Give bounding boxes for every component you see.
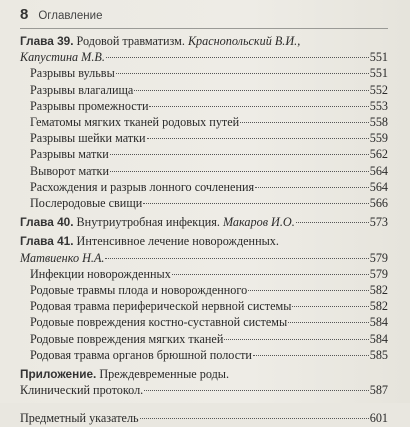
dot-leader <box>143 203 368 204</box>
dot-leader <box>116 73 369 74</box>
page-ref: 584 <box>369 331 388 346</box>
toc-entry <box>20 331 388 347</box>
entry-title: Предметный указатель <box>20 411 139 426</box>
chapter-39 <box>20 33 388 211</box>
appendix-heading-cont <box>20 382 388 398</box>
dot-leader <box>292 306 368 307</box>
chapter-title: Родовой травматизм. <box>76 34 185 48</box>
entry-title: Родовые повреждения мягких тканей <box>30 331 224 346</box>
entry-title: Разрывы влагалища <box>30 82 134 97</box>
dot-leader <box>110 171 369 172</box>
chapter-label: Глава 39. <box>20 34 74 48</box>
chapter-heading-cont <box>20 49 388 65</box>
entry-title: Разрывы промежности <box>30 98 149 113</box>
toc-entry <box>20 130 388 146</box>
page-ref: 551 <box>369 66 388 81</box>
toc-entry <box>20 298 388 314</box>
dot-leader <box>105 258 368 259</box>
chapter-41 <box>20 233 388 363</box>
dot-leader <box>106 57 369 58</box>
dot-leader <box>240 122 369 123</box>
page-ref: 559 <box>369 131 388 146</box>
appendix-label: Приложение. <box>20 367 97 382</box>
dot-leader <box>172 274 369 275</box>
entry-title: Выворот матки <box>30 163 109 178</box>
toc-entry <box>20 146 388 162</box>
dot-leader <box>253 355 369 356</box>
page-ref: 584 <box>369 315 388 330</box>
entry-title: Родовая травма периферической нервной системы <box>30 299 292 314</box>
toc-entry <box>20 266 388 282</box>
entry-title: Родовые повреждения костно-суставной системы <box>30 315 288 330</box>
entry-title: Послеродовые свищи <box>30 196 143 211</box>
dot-leader <box>248 290 369 291</box>
dot-leader <box>224 339 368 340</box>
dot-leader <box>140 418 369 419</box>
page-number: 8 <box>20 6 29 23</box>
toc-entry <box>20 82 388 98</box>
chapter-heading <box>20 33 388 49</box>
table-of-contents <box>20 33 388 427</box>
spacer <box>20 398 388 410</box>
dot-leader <box>134 90 368 91</box>
page-ref: 566 <box>369 196 388 211</box>
toc-entry <box>20 114 388 130</box>
chapter-heading-cont <box>20 250 388 266</box>
appendix-title: Преждевременные роды. <box>99 367 230 382</box>
dot-leader <box>149 106 368 107</box>
entry-title: Родовая травма органов брюшной полости <box>30 347 252 362</box>
chapter-title: Внутриутробная инфекция. <box>76 215 220 230</box>
running-head <box>20 6 388 29</box>
entry-title: Разрывы шейки матки <box>30 131 146 146</box>
page-ref: 564 <box>369 179 388 194</box>
chapter-label: Глава 40. <box>20 215 74 230</box>
chapter-label: Глава 41. <box>20 234 74 249</box>
toc-entry <box>20 282 388 298</box>
chapter-authors: Макаров И.О. <box>222 215 295 230</box>
appendix-title-cont: Клинический протокол. <box>20 383 144 398</box>
toc-entry <box>20 314 388 330</box>
chapter-authors: Краснопольский В.И., <box>187 34 301 48</box>
dot-leader <box>255 187 369 188</box>
appendix <box>20 366 388 398</box>
dot-leader <box>296 222 369 223</box>
entry-title: Гематомы мягких тканей родовых путей <box>30 115 240 130</box>
appendix-heading <box>20 366 388 382</box>
dot-leader <box>147 138 369 139</box>
entry-title: Инфекции новорожденных <box>30 266 171 281</box>
toc-entry <box>20 179 388 195</box>
toc-entry <box>20 347 388 363</box>
dot-leader <box>144 390 369 391</box>
toc-entry <box>20 163 388 179</box>
page-ref: 562 <box>369 147 388 162</box>
entry-title: Расхождения и разрыв лонного сочленения <box>30 179 255 194</box>
page-ref: 587 <box>369 383 388 398</box>
page-ref: 553 <box>369 98 388 113</box>
page-ref: 579 <box>369 266 388 281</box>
page-ref: 551 <box>369 50 388 65</box>
page-ref: 601 <box>369 411 388 426</box>
chapter-heading <box>20 214 388 230</box>
dot-leader <box>288 322 369 323</box>
entry-title: Разрывы вульвы <box>30 66 115 81</box>
toc-entry <box>20 195 388 211</box>
entry-title: Родовые травмы плода и новорожденного <box>30 283 248 298</box>
page-ref: 552 <box>369 82 388 97</box>
page-ref: 579 <box>369 250 388 265</box>
toc-entry <box>20 65 388 81</box>
chapter-authors: Капустина М.В. <box>20 50 105 65</box>
chapter-title: Интенсивное лечение новорожденных. <box>76 234 279 249</box>
page-ref: 573 <box>369 215 388 230</box>
subject-index-entry <box>20 410 388 426</box>
page-ref: 564 <box>369 163 388 178</box>
entry-title: Разрывы матки <box>30 147 109 162</box>
page-ref: 582 <box>369 283 388 298</box>
chapter-40 <box>20 214 388 230</box>
chapter-authors: Матвиенко Н.А. <box>20 250 105 265</box>
dot-leader <box>110 154 369 155</box>
page-ref: 582 <box>369 299 388 314</box>
section-title: Оглавление <box>38 10 103 22</box>
chapter-heading <box>20 233 388 249</box>
toc-entry <box>20 98 388 114</box>
page-ref: 585 <box>369 347 388 362</box>
page-ref: 558 <box>369 115 388 130</box>
